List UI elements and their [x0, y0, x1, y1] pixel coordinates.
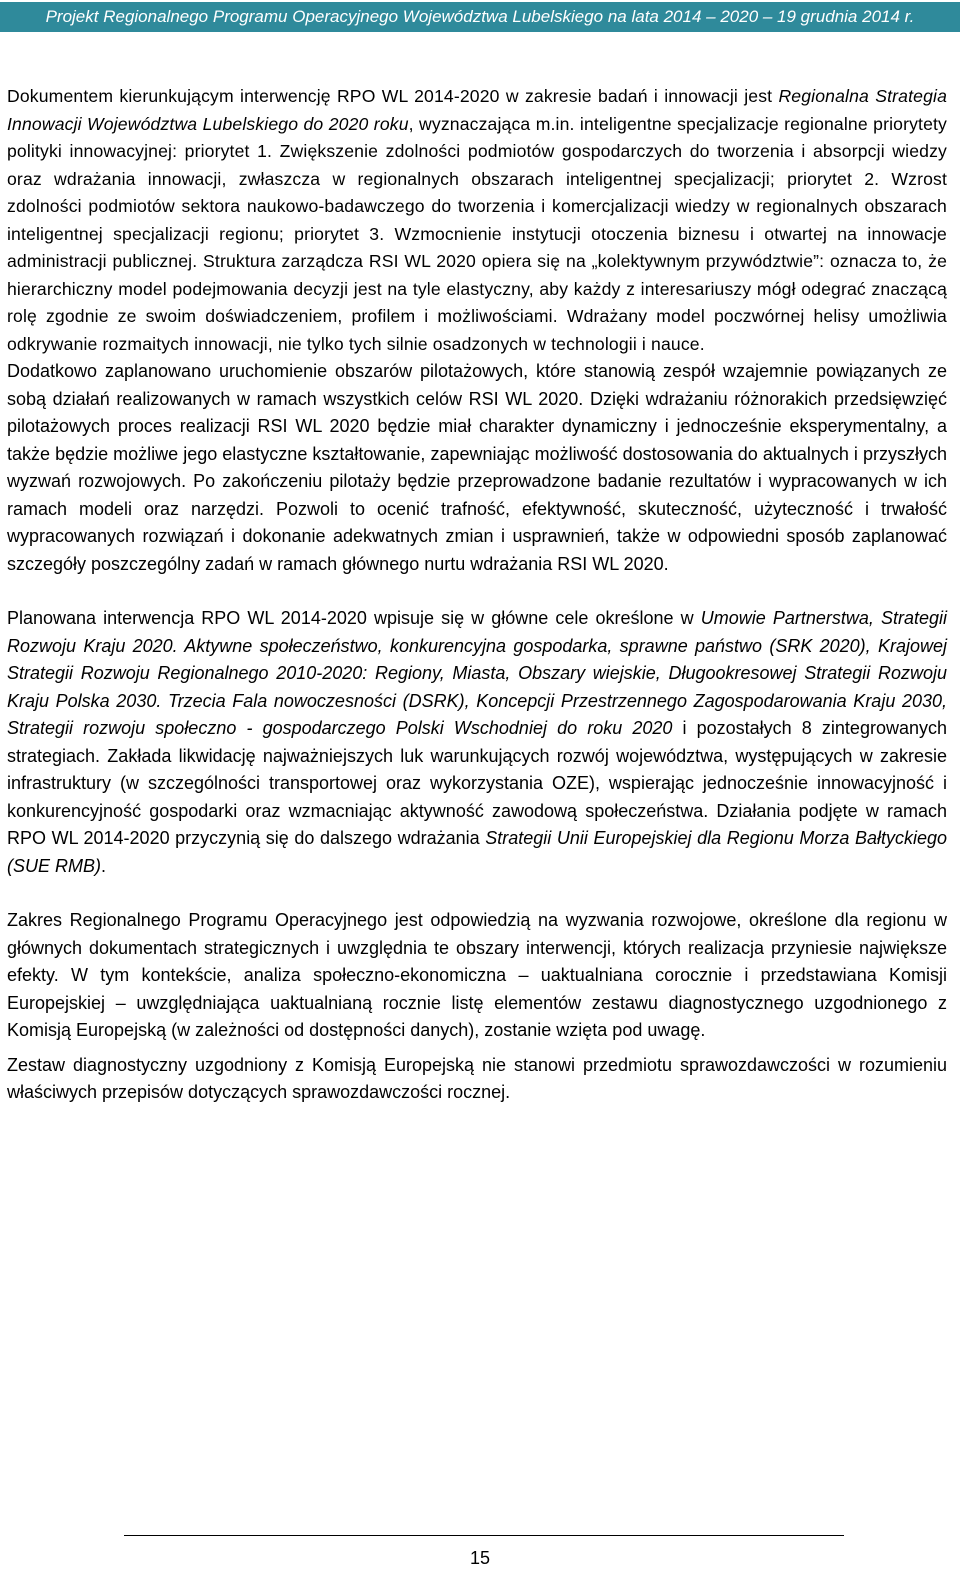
paragraph-strategies [7, 605, 947, 880]
body-text [7, 83, 947, 1107]
paragraph-rsi-intro: Dokumentem kierunkującym interwencję RPO WL 2014-2020 w zakresie badań i innowacji jest [7, 86, 779, 106]
paragraph-pilots: Dodatkowo zaplanowano uruchomienie obszarów pilotażowych, które stanowią zespół wzajemnie powiązanych ze sobą działań realizowanych w ramach wszystkich celów RSI WL 2020. Dzięki wdrażaniu różnorakich przedsięwzięć pilotażowych proces realizacji RSI WL 2020 będzie miał charakter dynamiczny i jednocześnie eksperymentalny, a także będzie możliwe jego elastyczne kształtowanie, zapewniając możliwość dostosowania do aktualnych i przyszłych wyzwań rozwojowych. Po zakończeniu pilotaży będzie przeprowadzone badanie rezultatów i wypracowanych w ich ramach modeli oraz narzędzi. Pozwoli to ocenić trafność, efektywność, skuteczność, użyteczność i trwałość wypracowanych rozwiązań i dokonanie adekwatnych zmian i usprawnień, także w odpowiedni sposób zaplanować szczegóły poszczególny zadań w ramach głównego nurtu wdrażania RSI WL 2020. [7, 361, 947, 574]
paragraph-strategies-baltic: Strategii Unii Europejskiej dla Regionu Morza Bałtyckiego (SUE RMB) [7, 828, 947, 876]
page-number: 15 [469, 1548, 491, 1568]
footer-divider [124, 1535, 844, 1536]
paragraph-diagnostic: Zestaw diagnostyczny uzgodniony z Komisją Europejską nie stanowi przedmiotu sprawozdawczości w rozumieniu właściwych przepisów dotyczących sprawozdawczości rocznej. [7, 1054, 947, 1102]
paragraph-rsi-priorities: , wyznaczająca m.in. inteligentne specjalizacje regionalne priorytety polityki innowacyjnej: priorytet 1. [7, 113, 948, 161]
paragraph-rsi-details: Zwiększenie zdolności podmiotów gospodarczych do tworzenia i absorpcji wiedzy oraz wdrażania innowacji, zwłaszcza w regionalnych obszarach inteligentnej specjalizacji; priorytet 2. Wzrost zdolności podmiotów sektora naukowo-badawczego do tworzenia i komercjalizacji wiedzy w regionalnych obszarach inteligentnej specjalizacji regionu; priorytet 3. Wzmocnienie instytucji otoczenia biznesu i otwartej na innowacje administracji publicznej. Struktura zarządcza RSI WL 2020 opiera się na „kolektywnym przywództwie”: oznacza to, że hierarchiczny model podejmowania decyzji jest na tyle elastyczny, aby każdy z interesariuszy mógł odegrać znaczącą rolę zgodnie ze swoim doświadczeniem, profilem i możliwościami. Wdrażany model poczwórnej helisy umożliwia odkrywanie rozmaitych innowacji, nie tylko tych silnie osadzonych w technologii i nauce. [7, 141, 947, 354]
paragraph-rsi-strategy-title: Regionalna Strategia Innowacji Województwa Lubelskiego do 2020 roku [7, 86, 948, 134]
paragraph-strategies-end: . [101, 855, 107, 876]
paragraph-rsi [7, 83, 947, 358]
paragraph-strategies-intro: Planowana interwencja RPO WL 2014-2020 wpisuje się w główne cele określone w [7, 608, 701, 628]
paragraph-strategies-body: i pozostałych 8 zintegrowanych strategiach. Zakłada likwidację najważniejszych luk warunkujących rozwój województwa, występujących w zakresie infrastruktury (w szczególności transportowej oraz wykorzystania OZE), wspierając jednocześnie innowacyjność i konkurencyjność gospodarki oraz wzmacniając aktywność zawodową społeczeństwa. Działania podjęte w ramach RPO WL 2014-2020 przyczynią się do dalszego wdrażania [7, 718, 947, 848]
running-header: Projekt Regionalnego Programu Operacyjnego Województwa Lubelskiego na lata 2014 – 2020 – 19 grudnia 2014 r. [0, 2, 960, 32]
paragraph-scope: Zakres Regionalnego Programu Operacyjnego jest odpowiedzią na wyzwania rozwojowe, określone dla regionu w głównych dokumentach strategicznych i uwzględnia te obszary interwencji, których realizacja przyniesie największe efekty. W tym kontekście, analiza społeczno-ekonomiczna – uaktualniana corocznie i przedstawiana Komisji Europejskiej – uwzględniająca uaktualnianą rocznie listę elementów zestawu diagnostycznego uzgodnionego z Komisją Europejską (w zależności od dostępności danych), zostanie wzięta pod uwagę. [7, 910, 947, 1040]
paragraph-strategies-titles: Umowie Partnerstwa, Strategii Rozwoju Kraju 2020. Aktywne społeczeństwo, konkurencyjna gospodarka, sprawne państwo (SRK 2020), Krajowej Strategii Rozwoju Regionalnego 2010-2020: Regiony, Miasta, Obszary wiejskie, Długookresowej Strategii Rozwoju Kraju Polska 2030. Trzecia Fala nowoczesności (DSRK), Koncepcji Przestrzennego Zagospodarowania Kraju 2030, Strategii rozwoju społeczno - gospodarczego Polski Wschodniej do roku 2020 [7, 608, 947, 738]
